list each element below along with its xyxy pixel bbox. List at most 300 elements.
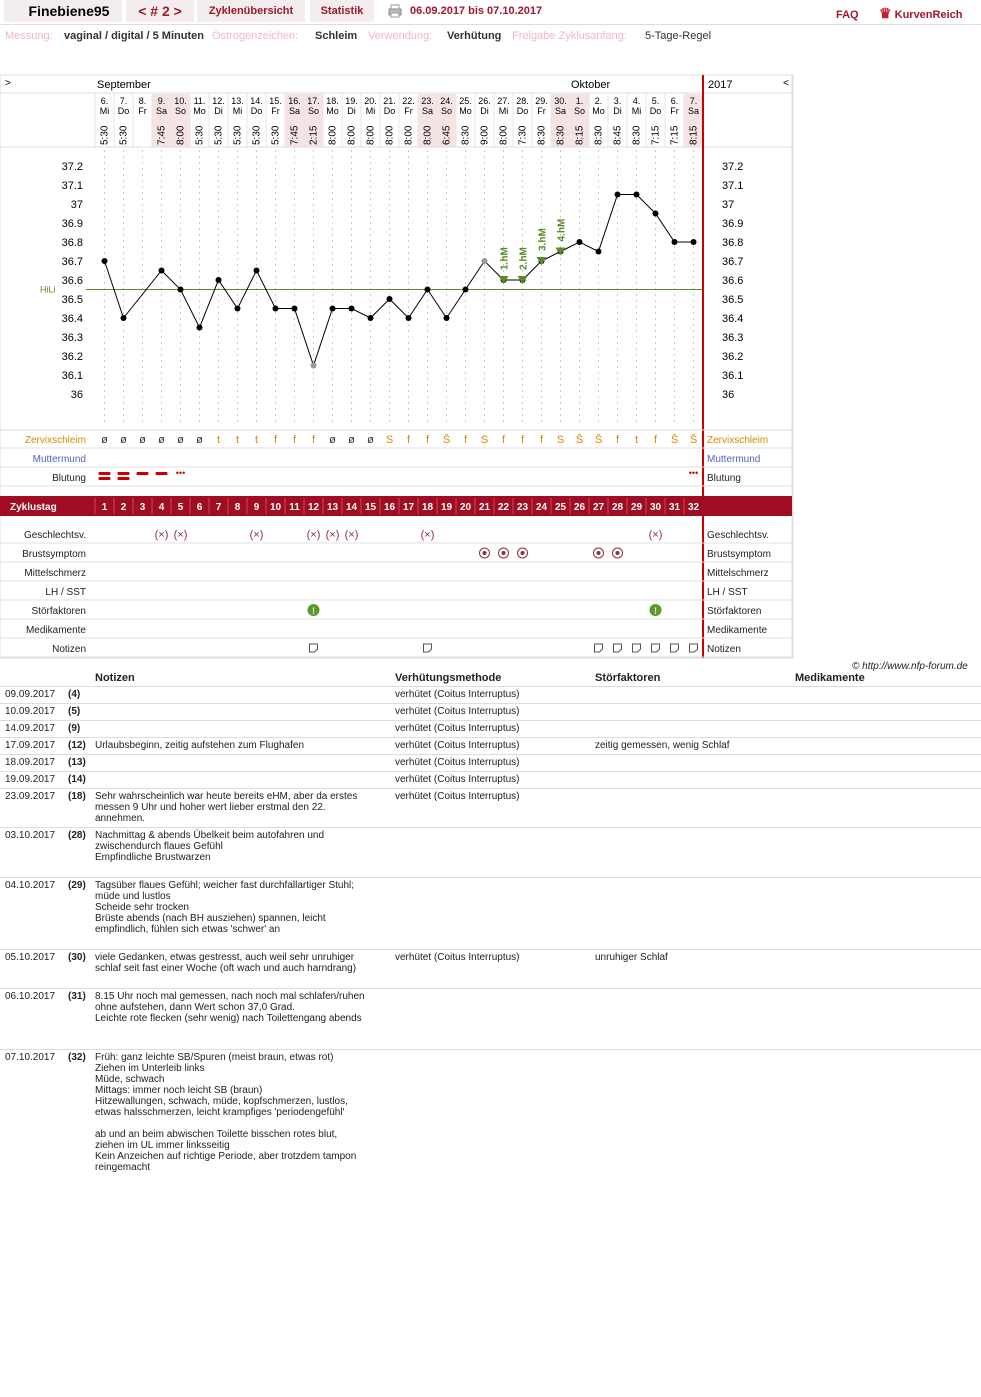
measure-time: 8:30: [555, 125, 567, 145]
temperature-point: [178, 287, 184, 293]
row-date: 19.09.2017: [5, 774, 56, 785]
intercourse-icon: (×): [648, 529, 663, 541]
table-row: [0, 1049, 981, 1231]
day-name: Di: [613, 106, 622, 116]
y-tick-right: 36.3: [722, 332, 744, 344]
day-name: Di: [347, 106, 356, 116]
row-note: Sehr wahrscheinlich war heute bereits eHM, aber da erstes messen 9 Uhr und hoher wert lieber erstmal den 22. annehmen.: [95, 791, 358, 824]
y-tick-left: 36.9: [61, 218, 83, 230]
temperature-point: [596, 249, 602, 255]
day-name: So: [440, 106, 453, 116]
temperature-point: [102, 258, 108, 264]
hili-label: HiLi: [40, 284, 56, 295]
row-label-left: Brustsymptom: [22, 549, 86, 560]
row-disturbance: unruhiger Schlaf: [595, 952, 668, 963]
row-date: 17.09.2017: [5, 740, 56, 751]
row-note: Früh: ganz leichte SB/Spuren (meist braun, etwas rot) Ziehen im Unterleib links Müde, schwach Mittags: immer noch leicht SB (braun) Hitzewallungen, schwach, müde, kopfschmerzen, lustlos, etwas halsschmerzen, leicht krampfiges 'periodengefühl' ab und an beim abwischen Toilette bisschen rotes blut, ziehen im UL immer linksseitig Kein Anzeichen auf richtige Periode, aber trotzdem tampon reingemacht: [95, 1052, 357, 1173]
disturbance-mark: !: [654, 606, 657, 616]
row-cycle-day: (32): [68, 1052, 86, 1063]
intercourse-icon: (×): [344, 529, 359, 541]
measure-time: 7:15: [650, 125, 662, 145]
cycle-day-number: 19: [440, 502, 453, 513]
measure-time: 7:30: [517, 125, 529, 145]
cycle-day-number: 28: [611, 502, 624, 513]
mucus-value: f: [520, 434, 525, 446]
day-number: 27.: [497, 96, 510, 106]
row-cycle-day: (31): [68, 991, 86, 1002]
y-tick-right: 37: [722, 199, 735, 211]
temperature-point: [349, 306, 355, 312]
row-cycle-day: (5): [68, 706, 81, 717]
cycle-overview-link[interactable]: Zyklenübersicht: [197, 0, 305, 22]
intercourse-icon: (×): [325, 529, 340, 541]
spotting-mark: •••: [175, 468, 186, 478]
higher-measure-label: 4.hM: [556, 218, 568, 242]
meta-measurement: vaginal / digital / 5 Minuten: [64, 30, 204, 42]
day-number: 19.: [345, 96, 358, 106]
row-label-right: Zervixschleim: [707, 435, 769, 446]
temperature-point: [425, 287, 431, 293]
measure-time: 7:15: [669, 125, 681, 145]
day-name: Mo: [326, 106, 339, 116]
mucus-value: f: [539, 434, 544, 446]
temperature-point: [577, 239, 583, 245]
row-label-left: Geschlechtsv.: [23, 530, 86, 541]
row-label-right: Mittelschmerz: [707, 568, 769, 579]
higher-measure-marker: [556, 248, 566, 256]
mucus-value: ø: [367, 434, 374, 446]
day-number: 16.: [288, 96, 301, 106]
col-header-method: Verhütungsmethode: [395, 672, 502, 684]
row-date: 06.10.2017: [5, 991, 56, 1002]
mucus-value: S̄: [575, 434, 584, 446]
meta-label-estrogen: Östrogenzeichen:: [212, 30, 299, 42]
row-label-right: Blutung: [707, 473, 741, 484]
row-label-right: Brustsymptom: [707, 549, 771, 560]
measure-time: 7:45: [289, 125, 301, 145]
mucus-value: S̄: [442, 434, 451, 446]
temperature-point: [672, 239, 678, 245]
mucus-value: ø: [348, 434, 355, 446]
row-label-left: Zervixschleim: [24, 435, 86, 446]
temperature-point: [634, 192, 640, 198]
day-number: 30.: [554, 96, 567, 106]
meta-release: 5-Tage-Regel: [645, 30, 712, 42]
row-method: verhütet (Coitus Interruptus): [395, 791, 520, 802]
note-icon: [595, 644, 603, 652]
table-row: [0, 771, 981, 788]
row-cycle-day: (13): [68, 757, 86, 768]
row-cycle-day: (30): [68, 952, 86, 963]
cycle-day-number: 5: [177, 502, 184, 513]
intercourse-icon: (×): [154, 529, 169, 541]
row-label-right: Störfaktoren: [707, 606, 762, 617]
row-note: Urlaubsbeginn, zeitig aufstehen zum Flughafen: [95, 740, 305, 751]
day-number: 13.: [231, 96, 244, 106]
measure-time: 8:30: [593, 125, 605, 145]
day-name: Do: [516, 106, 529, 116]
cycle-day-number: 14: [345, 502, 358, 513]
measure-time: 5:30: [213, 125, 225, 145]
row-note: Nachmittag & abends Übelkeit beim autofahren und zwischendurch flaues Gefühl Empfindliche Brustwarzen: [95, 830, 325, 863]
breast-symptom-dot: [483, 551, 487, 555]
day-name: Do: [250, 106, 263, 116]
day-number: 24.: [440, 96, 453, 106]
row-method: verhütet (Coitus Interruptus): [395, 774, 520, 785]
measure-time: 5:30: [251, 125, 263, 145]
day-name: So: [307, 106, 320, 116]
measure-time: 8:00: [403, 125, 415, 145]
day-number: 22.: [402, 96, 415, 106]
table-row: [0, 686, 981, 703]
y-tick-left: 36.3: [61, 332, 83, 344]
cycle-day-number: 12: [307, 502, 320, 513]
y-tick-left: 37.1: [61, 180, 83, 192]
temperature-point: [216, 277, 222, 283]
temperature-point: [691, 239, 697, 245]
day-number: 25.: [459, 96, 472, 106]
day-name: Mi: [498, 106, 509, 116]
day-number: 7.: [689, 96, 698, 106]
temperature-point: [482, 258, 488, 264]
prev-arrow: >: [5, 78, 11, 89]
measure-time: 8:30: [631, 125, 643, 145]
username[interactable]: Finebiene95: [4, 0, 122, 22]
row-date: 04.10.2017: [5, 880, 56, 891]
mucus-value: t: [216, 434, 221, 446]
statistics-link[interactable]: Statistik: [310, 0, 374, 22]
note-icon: [652, 644, 660, 652]
year-label: 2017: [708, 79, 733, 91]
row-method: verhütet (Coitus Interruptus): [395, 952, 520, 963]
day-number: 10.: [174, 96, 187, 106]
col-header-notes: Notizen: [95, 672, 135, 684]
intercourse-icon: (×): [173, 529, 188, 541]
row-date: 07.10.2017: [5, 1052, 56, 1063]
bleeding-mark: [99, 472, 111, 475]
day-number: 6.: [670, 96, 679, 106]
temperature-point: [235, 306, 241, 312]
intercourse-icon: (×): [420, 529, 435, 541]
day-name: Mi: [631, 106, 642, 116]
day-number: 5.: [651, 96, 660, 106]
day-name: Di: [214, 106, 223, 116]
breast-symptom-dot: [502, 551, 506, 555]
temperature-point: [368, 315, 374, 321]
note-icon: [614, 644, 622, 652]
day-name: Do: [383, 106, 396, 116]
y-tick-right: 37.2: [722, 161, 744, 173]
row-method: verhütet (Coitus Interruptus): [395, 740, 520, 751]
day-number: 11.: [193, 96, 206, 106]
breast-symptom-dot: [521, 551, 525, 555]
day-number: 26.: [478, 96, 491, 106]
higher-measure-label: 3.hM: [537, 228, 549, 251]
row-date: 05.10.2017: [5, 952, 56, 963]
day-number: 2.: [594, 96, 603, 106]
cycle-day-number: 30: [649, 502, 662, 513]
note-icon: [633, 644, 641, 652]
row-cycle-day: (18): [68, 791, 86, 802]
note-icon: [310, 644, 318, 652]
measure-time: 8:00: [346, 125, 358, 145]
measure-time: 8:15: [574, 125, 586, 145]
col-header-disturbances: Störfaktoren: [595, 672, 661, 684]
day-name: Fr: [271, 106, 280, 116]
row-label-left: Mittelschmerz: [24, 568, 86, 579]
cycle-day-number: 2: [120, 502, 127, 513]
y-tick-left: 37.2: [61, 161, 83, 173]
cycle-day-number: 23: [516, 502, 529, 513]
mucus-value: S: [385, 434, 394, 446]
temperature-point: [406, 315, 412, 321]
cycle-day-number: 27: [592, 502, 605, 513]
y-tick-right: 36.9: [722, 218, 744, 230]
row-date: 09.09.2017: [5, 689, 56, 700]
meta-label-release: Freigabe Zyklusanfang:: [512, 30, 627, 42]
y-tick-right: 36.1: [722, 370, 744, 382]
higher-measure-label: 1.hM: [499, 247, 511, 270]
row-method: verhütet (Coitus Interruptus): [395, 723, 520, 734]
day-name: Sa: [687, 106, 700, 116]
row-note: Tagsüber flaues Gefühl; weicher fast durchfallartiger Stuhl; müde und lustlos Scheide sehr trocken Brüste abends (nach BH ausziehen) spannen, leicht empfindlich, fühlen sich etwas 'schwer' an: [95, 880, 355, 935]
measure-time: 5:30: [232, 125, 244, 145]
measure-time: 5:30: [270, 125, 282, 145]
row-note: viele Gedanken, etwas gestresst, auch weil sehr unruhiger schlaf seit fast einer Woche (oft wach und auch harndrang): [95, 952, 357, 974]
mucus-value: f: [463, 434, 468, 446]
y-tick-right: 36.2: [722, 351, 744, 363]
mucus-value: f: [653, 434, 658, 446]
mucus-value: ø: [158, 434, 165, 446]
mucus-value: ø: [101, 434, 108, 446]
row-method: verhütet (Coitus Interruptus): [395, 757, 520, 768]
mucus-value: t: [235, 434, 240, 446]
spotting-mark: •••: [688, 468, 699, 478]
mucus-value: f: [273, 434, 278, 446]
day-name: So: [573, 106, 586, 116]
row-label-left: LH / SST: [45, 587, 86, 598]
measure-time: 8:45: [612, 125, 624, 145]
intercourse-icon: (×): [306, 529, 321, 541]
bleeding-mark: [99, 477, 111, 480]
month-october: Oktober: [571, 79, 611, 91]
cycle-day-number: 20: [459, 502, 472, 513]
temperature-point: [387, 296, 393, 302]
y-tick-left: 36.8: [61, 237, 83, 249]
day-number: 7.: [119, 96, 128, 106]
measure-time: 9:00: [479, 125, 491, 145]
measure-time: 7:45: [156, 125, 168, 145]
row-disturbance: zeitig gemessen, wenig Schlaf: [595, 740, 730, 751]
day-number: 28.: [516, 96, 529, 106]
table-row: [0, 754, 981, 771]
table-row: [0, 703, 981, 720]
note-icon: [424, 644, 432, 652]
table-row: [0, 877, 981, 949]
day-number: 1.: [575, 96, 584, 106]
temperature-point: [292, 306, 298, 312]
day-name: Mo: [459, 106, 472, 116]
month-september: September: [97, 79, 151, 91]
mucus-value: t: [254, 434, 259, 446]
temperature-point: [653, 211, 659, 217]
temperature-point: [330, 306, 336, 312]
day-number: 12.: [212, 96, 225, 106]
table-row: [0, 988, 981, 1049]
mucus-value: ø: [329, 434, 336, 446]
mucus-value: S: [556, 434, 565, 446]
measure-time: 8:00: [175, 125, 187, 145]
mucus-value: f: [292, 434, 297, 446]
day-number: 17.: [307, 96, 320, 106]
temperature-point: [121, 315, 127, 321]
logo-text: KurvenReich: [894, 9, 963, 21]
row-date: 18.09.2017: [5, 757, 56, 768]
cycle-day-number: 16: [383, 502, 396, 513]
table-row: [0, 720, 981, 737]
row-cycle-day: (29): [68, 880, 86, 891]
mucus-value: ø: [177, 434, 184, 446]
cycle-day-number: 9: [253, 502, 260, 513]
measure-time: 5:30: [99, 125, 111, 145]
cycle-day-number: 25: [554, 502, 567, 513]
cycle-day-number: 26: [573, 502, 586, 513]
day-name: Sa: [554, 106, 567, 116]
cycle-day-number: 10: [269, 502, 282, 513]
cycle-day-number: 21: [478, 502, 491, 513]
y-tick-left: 36.4: [61, 313, 83, 325]
temperature-point: [463, 287, 469, 293]
y-tick-left: 36.6: [61, 275, 83, 287]
row-date: 10.09.2017: [5, 706, 56, 717]
day-name: Mi: [232, 106, 243, 116]
note-icon: [671, 644, 679, 652]
measure-time: 6:45: [441, 125, 453, 145]
measure-time: 8:30: [536, 125, 548, 145]
measure-time: 8:00: [422, 125, 434, 145]
higher-measure-label: 2.hM: [518, 247, 530, 270]
day-number: 8.: [138, 96, 147, 106]
day-name: Mo: [592, 106, 605, 116]
copyright: © http://www.nfp-forum.de: [852, 661, 968, 672]
row-cycle-day: (4): [68, 689, 81, 700]
mucus-value: S̄: [594, 434, 603, 446]
cycle-day-number: 1: [101, 502, 108, 513]
table-row: [0, 827, 981, 877]
day-name: Di: [480, 106, 489, 116]
cycle-day-number: 8: [234, 502, 241, 513]
row-label-left: Blutung: [52, 473, 86, 484]
measure-time: 8:00: [498, 125, 510, 145]
y-tick-left: 36.2: [61, 351, 83, 363]
cycle-day-number: 18: [421, 502, 434, 513]
day-number: 23.: [421, 96, 434, 106]
cycle-selector[interactable]: < # 2 >: [126, 0, 194, 22]
cycle-day-number: 17: [402, 502, 415, 513]
y-tick-right: 36: [722, 389, 735, 401]
y-tick-right: 37.1: [722, 180, 744, 192]
row-label-right: LH / SST: [707, 587, 748, 598]
row-label-left: Notizen: [52, 644, 86, 655]
mucus-value: ø: [120, 434, 127, 446]
mucus-value: ø: [139, 434, 146, 446]
y-tick-left: 36: [70, 389, 83, 401]
meta-label-measurement: Messung:: [5, 30, 53, 42]
y-tick-left: 36.7: [61, 256, 83, 268]
date-range: 06.09.2017 bis 07.10.2017: [410, 5, 543, 17]
measure-time: 8:00: [384, 125, 396, 145]
day-name: Sa: [288, 106, 301, 116]
day-name: So: [174, 106, 187, 116]
y-tick-left: 36.1: [61, 370, 83, 382]
table-row: [0, 737, 981, 754]
kurvenreich-logo[interactable]: ♛ KurvenReich: [879, 5, 963, 21]
measure-time: 5:30: [118, 125, 130, 145]
meta-label-usage: Verwendung:: [368, 30, 433, 42]
temperature-point: [254, 268, 260, 274]
row-label-left: Medikamente: [25, 625, 86, 636]
mucus-value: f: [406, 434, 411, 446]
day-name: Fr: [670, 106, 679, 116]
day-name: Mi: [365, 106, 376, 116]
cycle-day-label: Zyklustag: [10, 502, 57, 513]
table-row: [0, 788, 981, 827]
y-tick-left: 36.5: [61, 294, 83, 306]
y-tick-left: 37: [70, 199, 83, 211]
y-tick-right: 36.7: [722, 256, 744, 268]
row-cycle-day: (12): [68, 740, 86, 751]
y-tick-right: 36.4: [722, 313, 744, 325]
day-name: Do: [117, 106, 130, 116]
row-label-right: Medikamente: [707, 625, 768, 636]
cycle-day-number: 6: [196, 502, 203, 513]
day-name: Sa: [155, 106, 168, 116]
row-label-left: Muttermund: [32, 454, 86, 465]
table-row: [0, 949, 981, 988]
mucus-value: f: [615, 434, 620, 446]
y-tick-right: 36.5: [722, 294, 744, 306]
mucus-value: t: [634, 434, 639, 446]
day-number: 21.: [383, 96, 396, 106]
chart-frame: [0, 75, 792, 658]
row-method: verhütet (Coitus Interruptus): [395, 689, 520, 700]
row-date: 14.09.2017: [5, 723, 56, 734]
temperature-point: [197, 325, 203, 331]
row-cycle-day: (28): [68, 830, 86, 841]
day-number: 6.: [100, 96, 109, 106]
day-name: Sa: [421, 106, 434, 116]
temperature-point: [615, 192, 621, 198]
disturbance-mark: !: [312, 606, 315, 616]
breast-symptom-dot: [616, 551, 620, 555]
cycle-day-number: 4: [158, 502, 165, 513]
day-number: 18.: [326, 96, 339, 106]
cycle-day-number: 31: [668, 502, 681, 513]
day-number: 14.: [250, 96, 263, 106]
temperature-point: [444, 315, 450, 321]
row-method: verhütet (Coitus Interruptus): [395, 706, 520, 717]
mucus-value: f: [425, 434, 430, 446]
row-cycle-day: (9): [68, 723, 81, 734]
day-name: Mi: [99, 106, 110, 116]
day-number: 20.: [364, 96, 377, 106]
cycle-day-number: 11: [289, 502, 300, 513]
measure-time: 8:00: [365, 125, 377, 145]
faq-link[interactable]: FAQ: [836, 9, 859, 21]
intercourse-icon: (×): [249, 529, 264, 541]
day-number: 9.: [157, 96, 166, 106]
mucus-value: S: [480, 434, 489, 446]
